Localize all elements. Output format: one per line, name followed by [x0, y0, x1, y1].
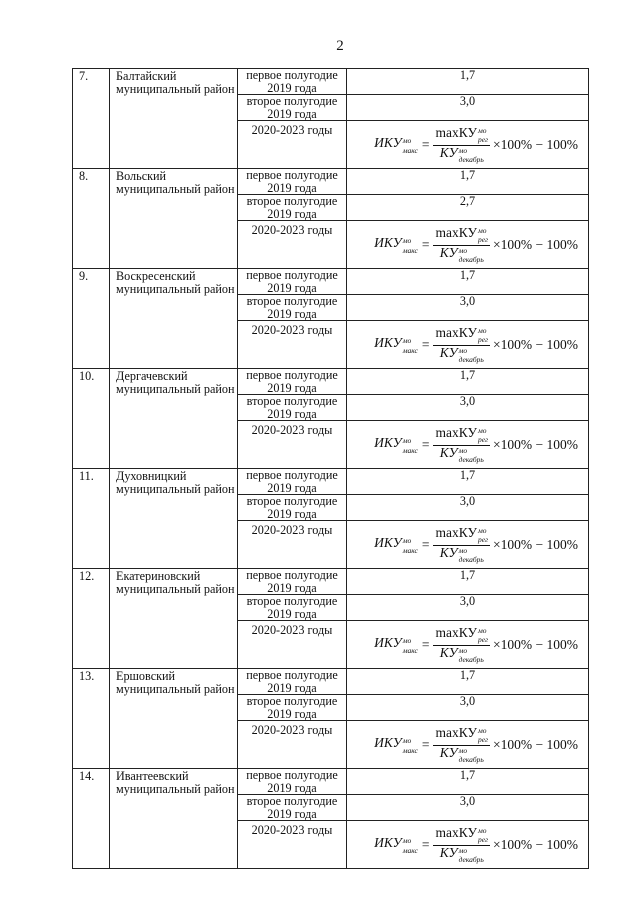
- district-name: Ершовский муниципальный район: [110, 669, 238, 769]
- formula-equals: =: [421, 337, 430, 353]
- period-second-half: второе полугодие 2019 года: [238, 395, 347, 421]
- index-formula: [347, 521, 588, 564]
- district-name: Ивантеевский муниципальный район: [110, 769, 238, 869]
- period-range: 2020-2023 годы: [238, 621, 347, 669]
- formula-cell: [347, 121, 589, 169]
- district-name: Духовницкий муниципальный район: [110, 469, 238, 569]
- formula-lhs-sup: мо: [402, 335, 412, 345]
- formula-numerator-sup: мо: [478, 826, 487, 835]
- period-second-half: второе полугодие 2019 года: [238, 795, 347, 821]
- formula-lhs-sub: макс: [402, 545, 418, 555]
- formula-tail: ×100% − 100%: [493, 537, 578, 553]
- formula-denominator: КУ: [439, 645, 458, 660]
- period-second-half: второе полугодие 2019 года: [238, 695, 347, 721]
- formula-numerator-sub: рег: [478, 735, 489, 744]
- formula-denominator: КУ: [439, 745, 458, 760]
- formula-denominator-sup: мо: [458, 446, 468, 455]
- formula-lhs-text: ИКУ: [374, 234, 402, 250]
- index-formula: [347, 421, 588, 464]
- formula-denominator-sup: мо: [458, 846, 468, 855]
- index-formula: [347, 621, 588, 664]
- formula-lhs-sub: макс: [402, 445, 418, 455]
- period-first-half: первое полугодие 2019 года: [238, 569, 347, 595]
- formula-denominator-sub: декабрь: [458, 655, 484, 664]
- period-range: 2020-2023 годы: [238, 721, 347, 769]
- formula-numerator-sup: мо: [478, 326, 487, 335]
- formula-lhs: [374, 834, 418, 855]
- formula-equals: =: [421, 437, 430, 453]
- formula-fraction: [433, 327, 490, 364]
- formula-equals: =: [421, 537, 430, 553]
- period-first-half: первое полугодие 2019 года: [238, 269, 347, 295]
- formula-numerator-sub: рег: [478, 835, 489, 844]
- value-second-half: 3,0: [347, 295, 589, 321]
- tariff-table: [72, 68, 589, 869]
- value-second-half: 3,0: [347, 495, 589, 521]
- formula-lhs-sup: мо: [402, 735, 412, 745]
- formula-denominator: КУ: [439, 845, 458, 860]
- formula-denominator-sub: декабрь: [458, 555, 484, 564]
- formula-cell: [347, 521, 589, 569]
- formula-equals: =: [421, 637, 430, 653]
- table-row: [73, 669, 589, 695]
- formula-denominator-sub: декабрь: [458, 155, 484, 164]
- period-first-half: первое полугодие 2019 года: [238, 369, 347, 395]
- formula-numerator: maxКУ: [435, 825, 478, 840]
- table-row: [73, 769, 589, 795]
- formula-denominator-sup: мо: [458, 346, 468, 355]
- formula-denominator-sub: декабрь: [458, 355, 484, 364]
- formula-denominator-sup: мо: [458, 646, 468, 655]
- formula-numerator: maxКУ: [435, 225, 478, 240]
- table-row: [73, 69, 589, 95]
- formula-lhs: [374, 734, 418, 755]
- period-range: 2020-2023 годы: [238, 121, 347, 169]
- value-first-half: 1,7: [347, 69, 589, 95]
- formula-numerator-sup: мо: [478, 526, 487, 535]
- index-formula: [347, 721, 588, 764]
- value-second-half: 3,0: [347, 795, 589, 821]
- value-first-half: 1,7: [347, 269, 589, 295]
- formula-lhs-text: ИКУ: [374, 334, 402, 350]
- formula-cell: [347, 221, 589, 269]
- value-first-half: 1,7: [347, 669, 589, 695]
- row-number: 9.: [73, 269, 110, 369]
- formula-numerator: maxКУ: [435, 325, 478, 340]
- formula-fraction: [433, 527, 490, 564]
- row-number: 8.: [73, 169, 110, 269]
- row-number: 10.: [73, 369, 110, 469]
- formula-lhs-sub: макс: [402, 245, 418, 255]
- value-first-half: 1,7: [347, 469, 589, 495]
- period-range: 2020-2023 годы: [238, 821, 347, 869]
- formula-fraction: [433, 227, 490, 264]
- formula-lhs-text: ИКУ: [374, 434, 402, 450]
- value-first-half: 1,7: [347, 369, 589, 395]
- formula-fraction: [433, 727, 490, 764]
- period-first-half: первое полугодие 2019 года: [238, 469, 347, 495]
- formula-numerator-sub: рег: [478, 235, 489, 244]
- table-row: [73, 469, 589, 495]
- value-second-half: 3,0: [347, 95, 589, 121]
- table-row: [73, 169, 589, 195]
- formula-numerator-sub: рег: [478, 135, 489, 144]
- row-number: 11.: [73, 469, 110, 569]
- formula-equals: =: [421, 237, 430, 253]
- formula-numerator-sup: мо: [478, 226, 487, 235]
- formula-cell: [347, 821, 589, 869]
- formula-numerator-sub: рег: [478, 335, 489, 344]
- formula-lhs: [374, 134, 418, 155]
- formula-lhs-sub: макс: [402, 145, 418, 155]
- formula-cell: [347, 321, 589, 369]
- district-name: Вольский муниципальный район: [110, 169, 238, 269]
- row-number: 13.: [73, 669, 110, 769]
- formula-tail: ×100% − 100%: [493, 837, 578, 853]
- district-name: Дергачевский муниципальный район: [110, 369, 238, 469]
- formula-tail: ×100% − 100%: [493, 237, 578, 253]
- period-range: 2020-2023 годы: [238, 321, 347, 369]
- formula-denominator: КУ: [439, 145, 458, 160]
- row-number: 7.: [73, 69, 110, 169]
- formula-lhs-sup: мо: [402, 835, 412, 845]
- formula-fraction: [433, 827, 490, 864]
- formula-fraction: [433, 427, 490, 464]
- table-row: [73, 369, 589, 395]
- district-name: Воскресенский муниципальный район: [110, 269, 238, 369]
- row-number: 14.: [73, 769, 110, 869]
- formula-tail: ×100% − 100%: [493, 637, 578, 653]
- formula-denominator-sub: декабрь: [458, 855, 484, 864]
- period-second-half: второе полугодие 2019 года: [238, 295, 347, 321]
- formula-denominator: КУ: [439, 545, 458, 560]
- formula-lhs: [374, 234, 418, 255]
- formula-numerator-sup: мо: [478, 626, 487, 635]
- formula-denominator-sub: декабрь: [458, 455, 484, 464]
- formula-tail: ×100% − 100%: [493, 437, 578, 453]
- tariff-table-body: [73, 69, 589, 869]
- value-first-half: 1,7: [347, 569, 589, 595]
- formula-lhs-sup: мо: [402, 235, 412, 245]
- formula-equals: =: [421, 737, 430, 753]
- table-row: [73, 269, 589, 295]
- formula-lhs-sub: макс: [402, 745, 418, 755]
- index-formula: [347, 221, 588, 264]
- formula-numerator-sup: мо: [478, 426, 487, 435]
- period-range: 2020-2023 годы: [238, 221, 347, 269]
- formula-denominator-sup: мо: [458, 746, 468, 755]
- formula-numerator-sub: рег: [478, 535, 489, 544]
- formula-lhs-sup: мо: [402, 435, 412, 445]
- value-second-half: 2,7: [347, 195, 589, 221]
- period-first-half: первое полугодие 2019 года: [238, 169, 347, 195]
- formula-numerator-sup: мо: [478, 726, 487, 735]
- formula-fraction: [433, 627, 490, 664]
- period-second-half: второе полугодие 2019 года: [238, 195, 347, 221]
- value-second-half: 3,0: [347, 595, 589, 621]
- formula-lhs: [374, 434, 418, 455]
- index-formula: [347, 821, 588, 864]
- formula-cell: [347, 421, 589, 469]
- formula-lhs-sup: мо: [402, 635, 412, 645]
- formula-lhs-sub: макс: [402, 845, 418, 855]
- formula-lhs-text: ИКУ: [374, 634, 402, 650]
- formula-numerator-sub: рег: [478, 635, 489, 644]
- formula-tail: ×100% − 100%: [493, 737, 578, 753]
- district-name: Екатериновский муниципальный район: [110, 569, 238, 669]
- period-second-half: второе полугодие 2019 года: [238, 595, 347, 621]
- value-second-half: 3,0: [347, 395, 589, 421]
- value-first-half: 1,7: [347, 169, 589, 195]
- formula-lhs-text: ИКУ: [374, 534, 402, 550]
- formula-lhs: [374, 334, 418, 355]
- formula-lhs-sub: макс: [402, 645, 418, 655]
- period-range: 2020-2023 годы: [238, 421, 347, 469]
- page-number: 2: [336, 38, 344, 54]
- row-number: 12.: [73, 569, 110, 669]
- formula-tail: ×100% − 100%: [493, 337, 578, 353]
- formula-numerator: maxКУ: [435, 525, 478, 540]
- formula-lhs: [374, 534, 418, 555]
- table-row: [73, 569, 589, 595]
- formula-cell: [347, 621, 589, 669]
- formula-lhs-text: ИКУ: [374, 834, 402, 850]
- formula-numerator: maxКУ: [435, 125, 478, 140]
- formula-numerator-sub: рег: [478, 435, 489, 444]
- formula-fraction: [433, 127, 490, 164]
- period-first-half: первое полугодие 2019 года: [238, 69, 347, 95]
- formula-lhs-sup: мо: [402, 135, 412, 145]
- formula-denominator-sup: мо: [458, 246, 468, 255]
- formula-cell: [347, 721, 589, 769]
- value-second-half: 3,0: [347, 695, 589, 721]
- formula-lhs-text: ИКУ: [374, 734, 402, 750]
- formula-lhs-text: ИКУ: [374, 134, 402, 150]
- formula-denominator-sub: декабрь: [458, 755, 484, 764]
- period-second-half: второе полугодие 2019 года: [238, 495, 347, 521]
- index-formula: [347, 121, 588, 164]
- period-first-half: первое полугодие 2019 года: [238, 769, 347, 795]
- formula-numerator-sup: мо: [478, 126, 487, 135]
- formula-numerator: maxКУ: [435, 625, 478, 640]
- formula-numerator: maxКУ: [435, 725, 478, 740]
- period-range: 2020-2023 годы: [238, 521, 347, 569]
- formula-numerator: maxКУ: [435, 425, 478, 440]
- formula-denominator: КУ: [439, 445, 458, 460]
- formula-denominator-sub: декабрь: [458, 255, 484, 264]
- period-second-half: второе полугодие 2019 года: [238, 95, 347, 121]
- formula-lhs-sub: макс: [402, 345, 418, 355]
- formula-denominator: КУ: [439, 245, 458, 260]
- formula-denominator: КУ: [439, 345, 458, 360]
- formula-denominator-sup: мо: [458, 146, 468, 155]
- formula-equals: =: [421, 137, 430, 153]
- formula-tail: ×100% − 100%: [493, 137, 578, 153]
- formula-equals: =: [421, 837, 430, 853]
- value-first-half: 1,7: [347, 769, 589, 795]
- period-first-half: первое полугодие 2019 года: [238, 669, 347, 695]
- formula-lhs-sup: мо: [402, 535, 412, 545]
- formula-denominator-sup: мо: [458, 546, 468, 555]
- district-name: Балтайский муниципальный район: [110, 69, 238, 169]
- formula-lhs: [374, 634, 418, 655]
- index-formula: [347, 321, 588, 364]
